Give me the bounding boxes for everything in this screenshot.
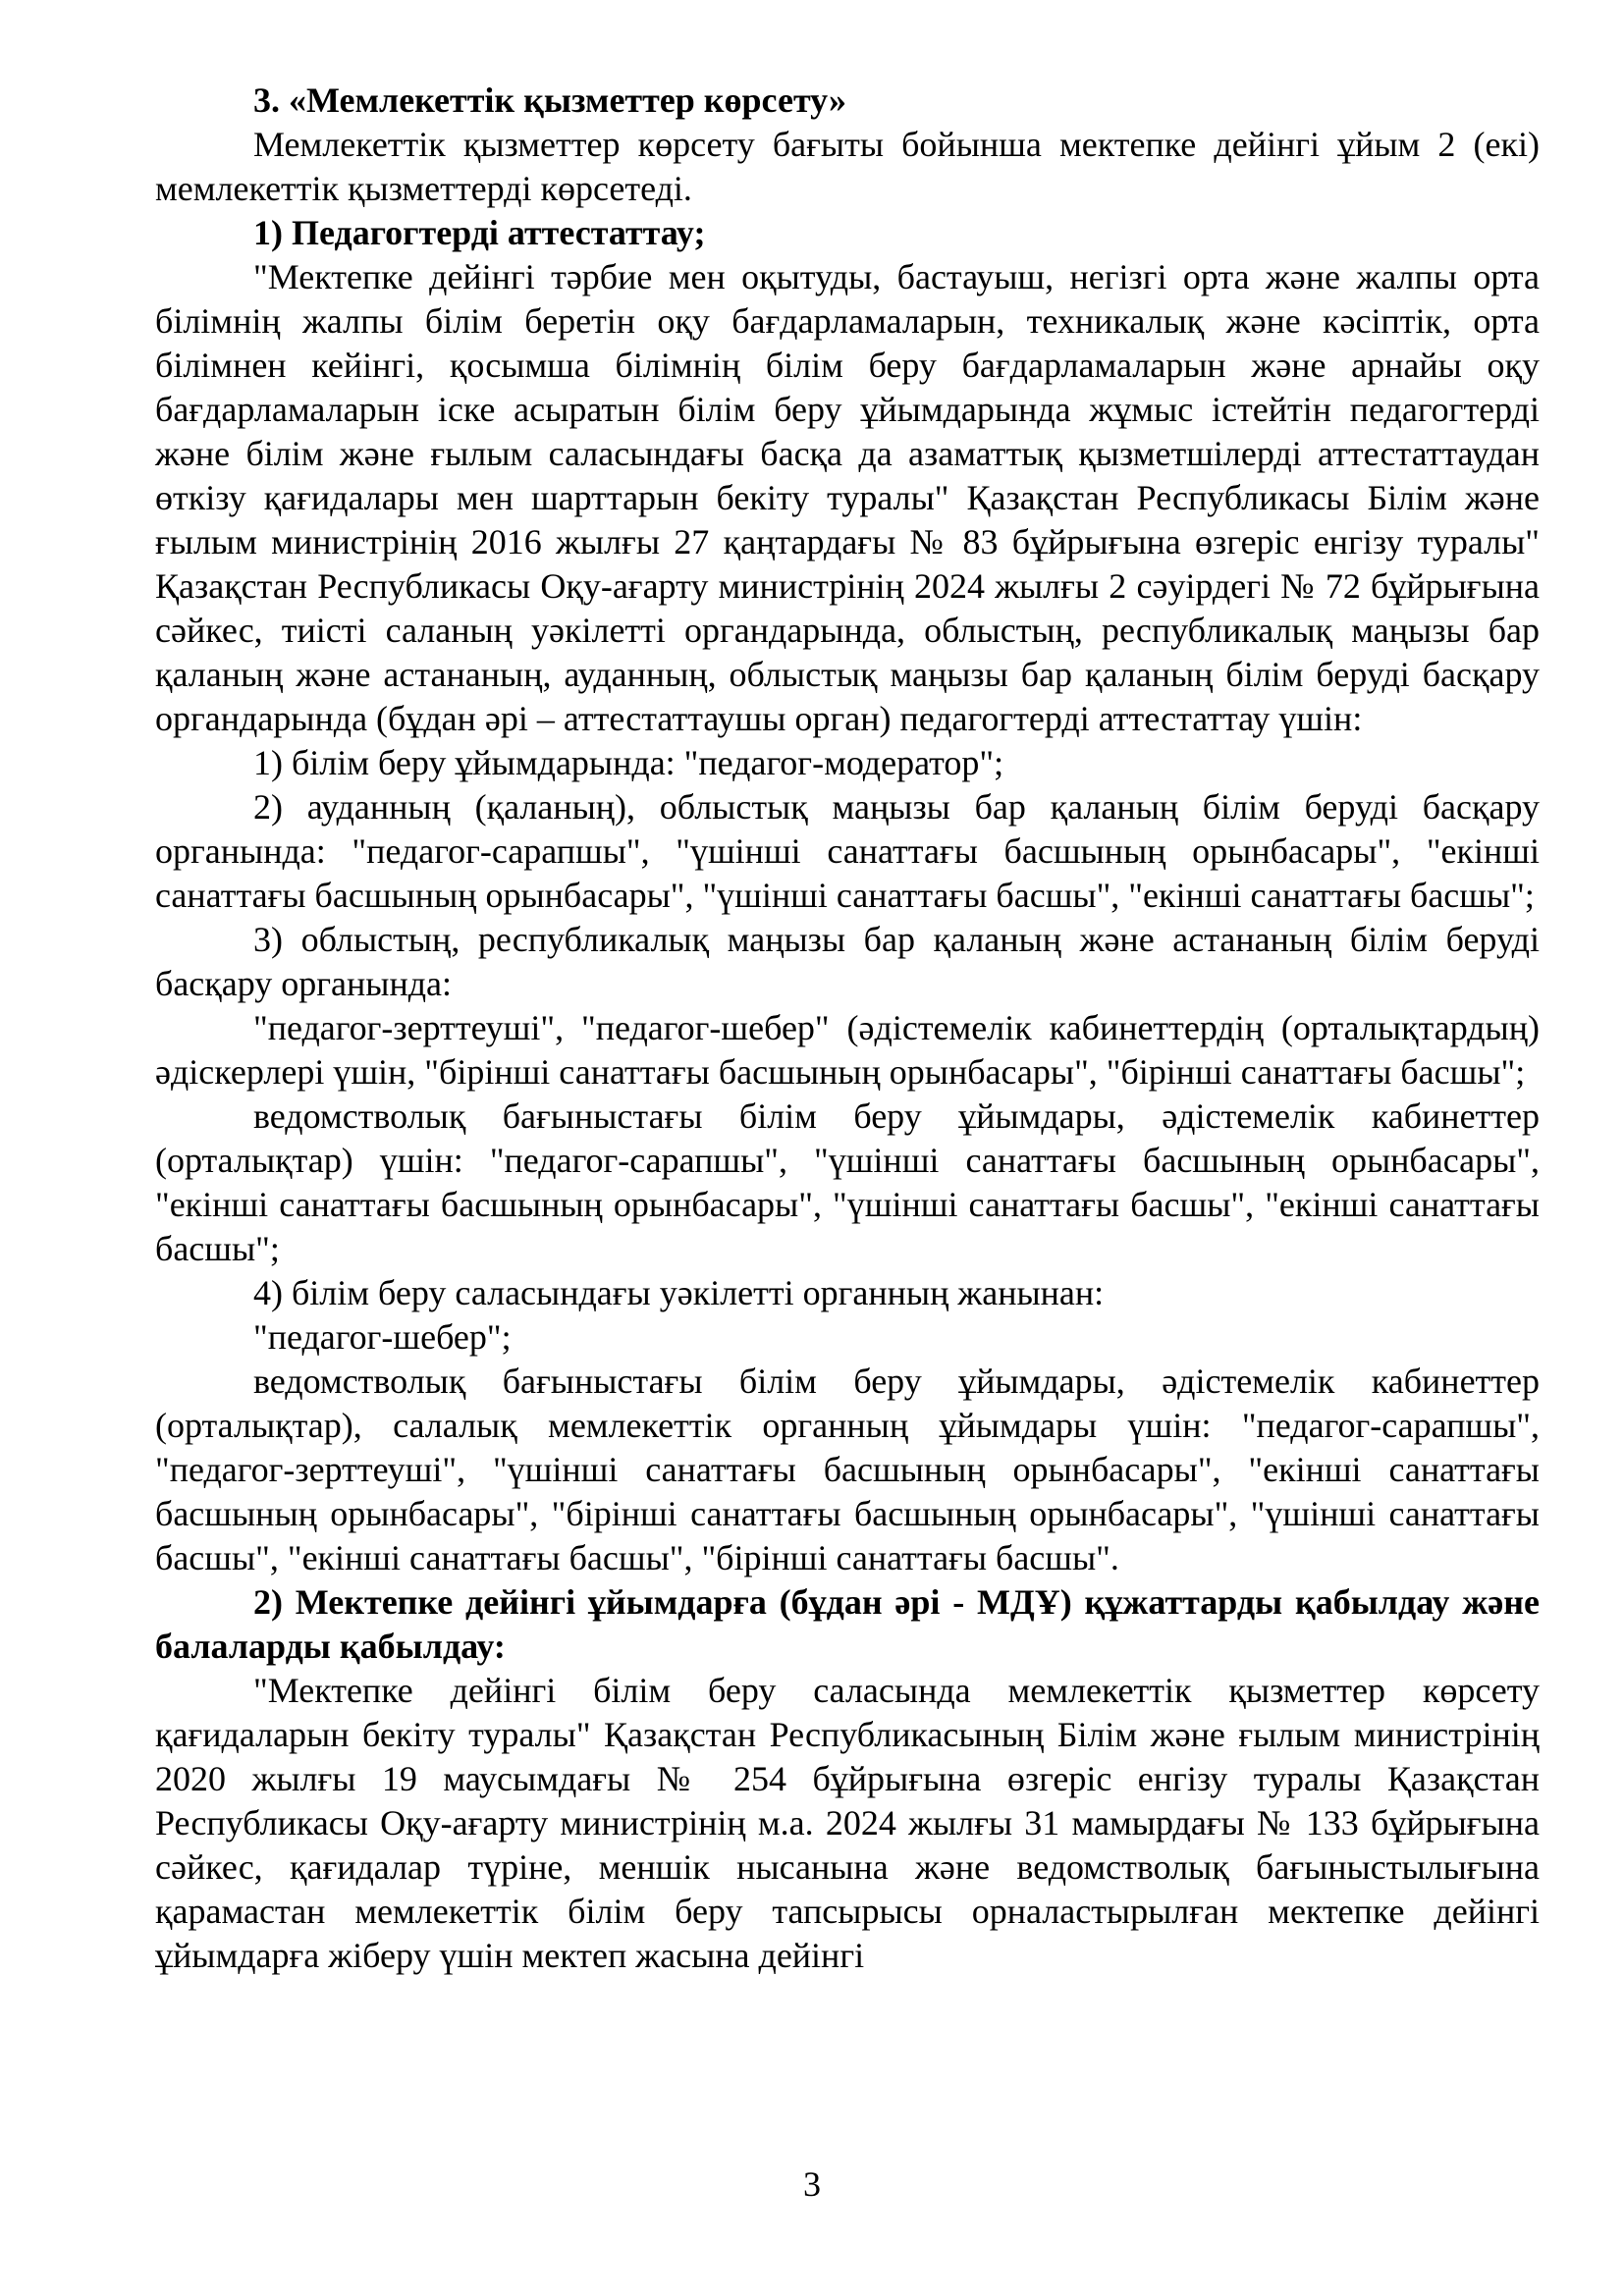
document-page <box>155 79 1540 1978</box>
paragraph: Мемлекеттік қызметтер көрсету бағыты бойынша мектепке дейінгі ұйым 2 (екі) мемлекеттік қызметтерді көрсетеді. <box>155 125 1540 208</box>
paragraph: ведомстволық бағыныстағы білім беру ұйымдары, әдістемелік кабинеттер (орталықтар) үшін: "педагог-сарапшы", "үшінші санаттағы басшының орынбасары", "екінші санаттағы басшының орынбасары", "үшінші санаттағы басшы", "екінші санаттағы басшы"; <box>155 1096 1540 1268</box>
paragraph: "Мектепке дейінгі білім беру саласында мемлекеттік қызметтер көрсету қағидаларын бекіту туралы" Қазақстан Республикасының Білім және ғылым министрінің 2020 жылғы 19 маусымдағы № 254 бұйрығына өзгеріс енгізу туралы Қазақстан Республикасы Оқу-ағарту министрінің м.а. 2024 жылғы 31 мамырдағы № 133 бұйрығына сәйкес, қағидалар түріне, меншік нысанына және ведомстволық бағыныстылығына қарамастан мемлекеттік білім беру тапсырысы орналастырылған мектепке дейінгі ұйымдарға жіберу үшін мектеп жасына дейінгі <box>155 1671 1540 1975</box>
paragraph: "педагог-шебер"; <box>253 1317 512 1357</box>
subsection-heading: 1) Педагогтерді аттестаттау; <box>253 213 706 252</box>
list-item: 3) облыстың, республикалық маңызы бар қаланың және астананың білім беруді басқару органында: <box>155 920 1540 1003</box>
list-item: 2) ауданның (қаланың), облыстық маңызы бар қаланың білім беруді басқару органында: "педагог-сарапшы", "үшінші санаттағы басшының орынбасары", "екінші санаттағы басшының орынбасары", "үшінші санаттағы басшы", "екінші санаттағы басшы"; <box>155 787 1540 915</box>
paragraph: ведомстволық бағыныстағы білім беру ұйымдары, әдістемелік кабинеттер (орталықтар), салалық мемлекеттік органның ұйымдары үшін: "педагог-сарапшы", "педагог-зерттеуші", "үшінші санаттағы басшының орынбасары", "екінші санаттағы басшының орынбасары", "бірінші санаттағы басшының орынбасары", "үшінші санаттағы басшы", "екінші санаттағы басшы", "бірінші санаттағы басшы". <box>155 1362 1540 1577</box>
paragraph: "Мектепке дейінгі тәрбие мен оқытуды, бастауыш, негізгі орта және жалпы орта білімнің жалпы білім беретін оқу бағдарламаларын, техникалық және кәсіптік, орта білімнен кейінгі, қосымша білімнің білім беру бағдарламаларын және арнайы оқу бағдарламаларын іске асыратын білім беру ұйымдарында жұмыс істейтін педагогтерді және білім және ғылым саласындағы басқа да азаматтық қызметшілерді аттестаттаудан өткізу қағидалары мен шарттарын бекіту туралы" Қазақстан Республикасы Білім және ғылым министрінің 2016 жылғы 27 қаңтардағы № 83 бұйрығына өзгеріс енгізу туралы" Қазақстан Республикасы Оқу-ағарту министрінің 2024 жылғы 2 сәуірдегі № 72 бұйрығына сәйкес, тиісті саланың уәкілетті органдарында, облыстың, республикалық маңызы бар қаланың және астананың, ауданның, облыстық маңызы бар қаланың білім беруді басқару органдарында (бұдан әрі – аттестаттаушы орган) педагогтерді аттестаттау үшін: <box>155 257 1540 738</box>
page-number: 3 <box>803 2164 821 2204</box>
list-item: 4) білім беру саласындағы уәкілетті органның жанынан: <box>253 1273 1105 1312</box>
section-heading: 3. «Мемлекеттік қызметтер көрсету» <box>253 80 847 120</box>
subsection-heading: 2) Мектепке дейінгі ұйымдарға (бұдан әрі - МДҰ) құжаттарды қабылдау және балаларды қабылдау: <box>155 1582 1540 1666</box>
paragraph: "педагог-зерттеуші", "педагог-шебер" (әдістемелік кабинеттердің (орталықтардың) әдіскерлері үшін, "бірінші санаттағы басшының орынбасары", "бірінші санаттағы басшы"; <box>155 1008 1540 1092</box>
list-item: 1) білім беру ұйымдарында: "педагог-модератор"; <box>253 743 1004 782</box>
